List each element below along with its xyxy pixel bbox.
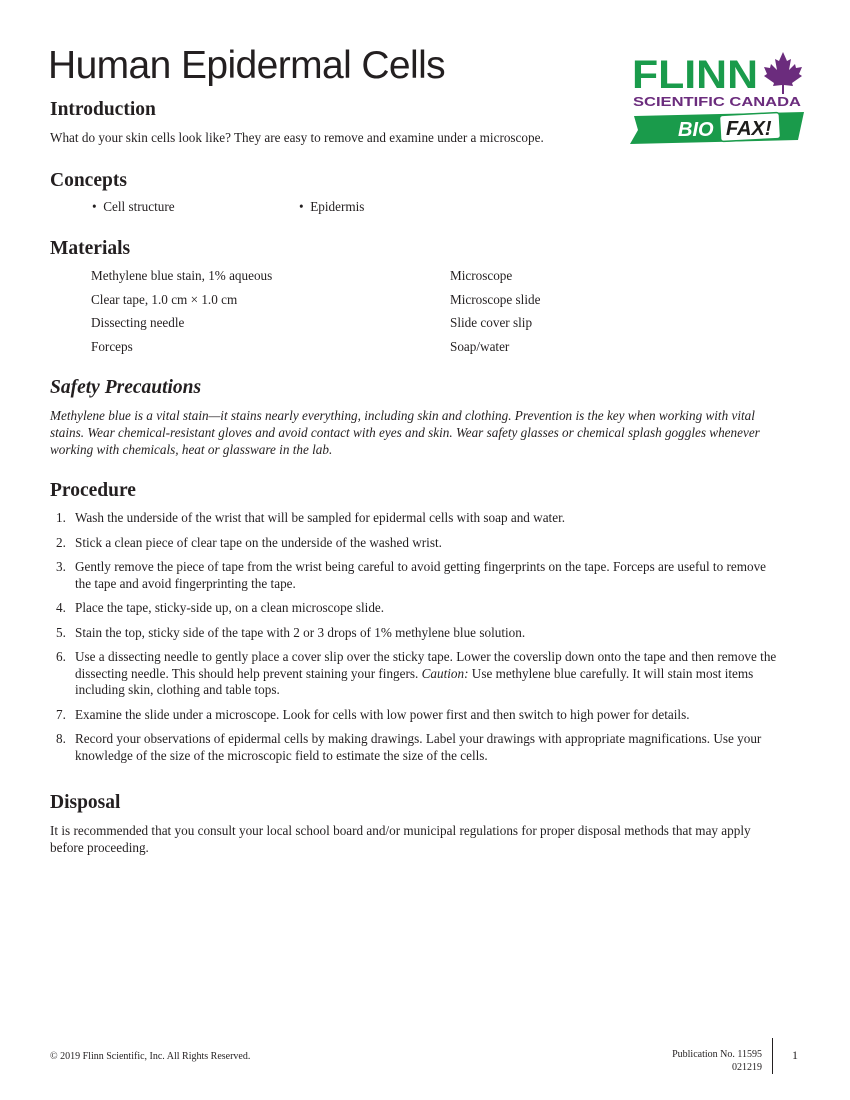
step-caution-label: Caution: <box>421 665 469 681</box>
publication-code: 021219 <box>732 1062 762 1073</box>
step-number: 5. <box>56 624 66 640</box>
procedure-step <box>50 535 780 552</box>
disposal-text: It is recommended that you consult your local school board and/or municipal regulations for proper disposal methods that may apply before proceeding. <box>50 823 751 855</box>
procedure-step <box>50 649 780 699</box>
introduction-text: What do your skin cells look like? They are easy to remove and examine under a microscope. <box>50 130 544 145</box>
step-text: Stain the top, sticky side of the tape with 2 or 3 drops of 1% methylene blue solution. <box>75 624 526 640</box>
step-number: 1. <box>56 510 66 525</box>
step-text: Gently remove the piece of tape from the wrist being careful to avoid getting fingerprints on the tape. Forceps are useful to remove the tape and avoid fingerprinting the tape. <box>75 559 767 591</box>
material-item: Dissecting needle <box>91 315 185 330</box>
maple-leaf-icon <box>764 52 802 94</box>
logo-brand: FLINN <box>632 53 758 97</box>
procedure-list <box>50 510 780 772</box>
step-text: Place the tape, sticky-side up, on a clean microscope slide. <box>75 600 385 615</box>
introduction-heading: Introduction <box>50 99 156 120</box>
concept-item: • Epidermis <box>299 199 365 214</box>
disposal-heading: Disposal <box>50 792 121 813</box>
safety-text: Methylene blue is a vital stain—it stains nearly everything, including skin and clothing. Prevention is the key when working with vital stains. Wear chemical-resistant gloves and avoid contact with eyes and skin. Wear safety glasses or chemical splash goggles whenever working with chemicals, heat or glassware in the lab. <box>50 408 760 457</box>
logo-subtitle: SCIENTIFIC CANADA <box>633 95 801 109</box>
concept-item: • Cell structure <box>92 199 175 214</box>
material-item: Microscope slide <box>450 292 541 307</box>
step-number: 3. <box>56 559 66 574</box>
step-text: Wash the underside of the wrist that will be sampled for epidermal cells with soap and water. <box>75 510 566 525</box>
procedure-step <box>50 559 780 592</box>
step-number: 8. <box>56 731 66 746</box>
material-item: Slide cover slip <box>450 315 533 330</box>
step-number: 7. <box>56 706 66 722</box>
step-text: Use methylene blue carefully. It will stain most items including skin, clothing and table tops. <box>75 665 754 697</box>
material-item: Forceps <box>91 339 133 354</box>
concept-item-label: Epidermis <box>310 199 365 214</box>
publication-info <box>672 1048 762 1074</box>
procedure-step <box>50 625 780 642</box>
procedure-step <box>50 510 780 527</box>
logo-fax-label: FAX! <box>726 118 772 140</box>
material-item: Methylene blue stain, 1% aqueous <box>91 268 273 283</box>
copyright-notice: © 2019 Flinn Scientific, Inc. All Rights Reserved. <box>50 1051 251 1062</box>
step-text: Examine the slide under a microscope. Look for cells with low power first and then switch to high power for details. <box>75 706 690 722</box>
publication-number: Publication No. 11595 <box>672 1049 762 1060</box>
procedure-step <box>50 600 780 617</box>
logo-bio-label: BIO <box>678 119 714 141</box>
concept-item-label: Cell structure <box>103 199 175 214</box>
concepts-heading: Concepts <box>50 170 127 191</box>
step-number: 6. <box>56 649 66 664</box>
materials-heading: Materials <box>50 238 131 259</box>
page-number: 1 <box>792 1048 798 1062</box>
material-item: Microscope <box>450 268 513 283</box>
material-item: Clear tape, 1.0 cm × 1.0 cm <box>91 292 238 307</box>
step-text: Stick a clean piece of clear tape on the underside of the washed wrist. <box>75 534 442 550</box>
procedure-heading: Procedure <box>50 480 136 501</box>
procedure-step <box>50 707 780 724</box>
footer-divider <box>772 1038 773 1074</box>
procedure-step <box>50 731 780 764</box>
safety-heading: Safety Precautions <box>50 377 202 398</box>
step-text: Use a dissecting needle to gently place a cover slip over the sticky tape. Lower the coverslip down onto the tape and then remove the dissecting needle. This should help prevent staining your fingers. <box>75 649 777 681</box>
step-number: 4. <box>56 600 66 615</box>
material-item: Soap/water <box>450 339 510 354</box>
step-text: Record your observations of epidermal cells by making drawings. Label your drawings with appropriate magnifications. Use your knowledge of the size of the microscopic field to estimate the size of the cells. <box>75 731 762 763</box>
page-title: Human Epidermal Cells <box>48 44 446 87</box>
step-number: 2. <box>56 534 66 550</box>
